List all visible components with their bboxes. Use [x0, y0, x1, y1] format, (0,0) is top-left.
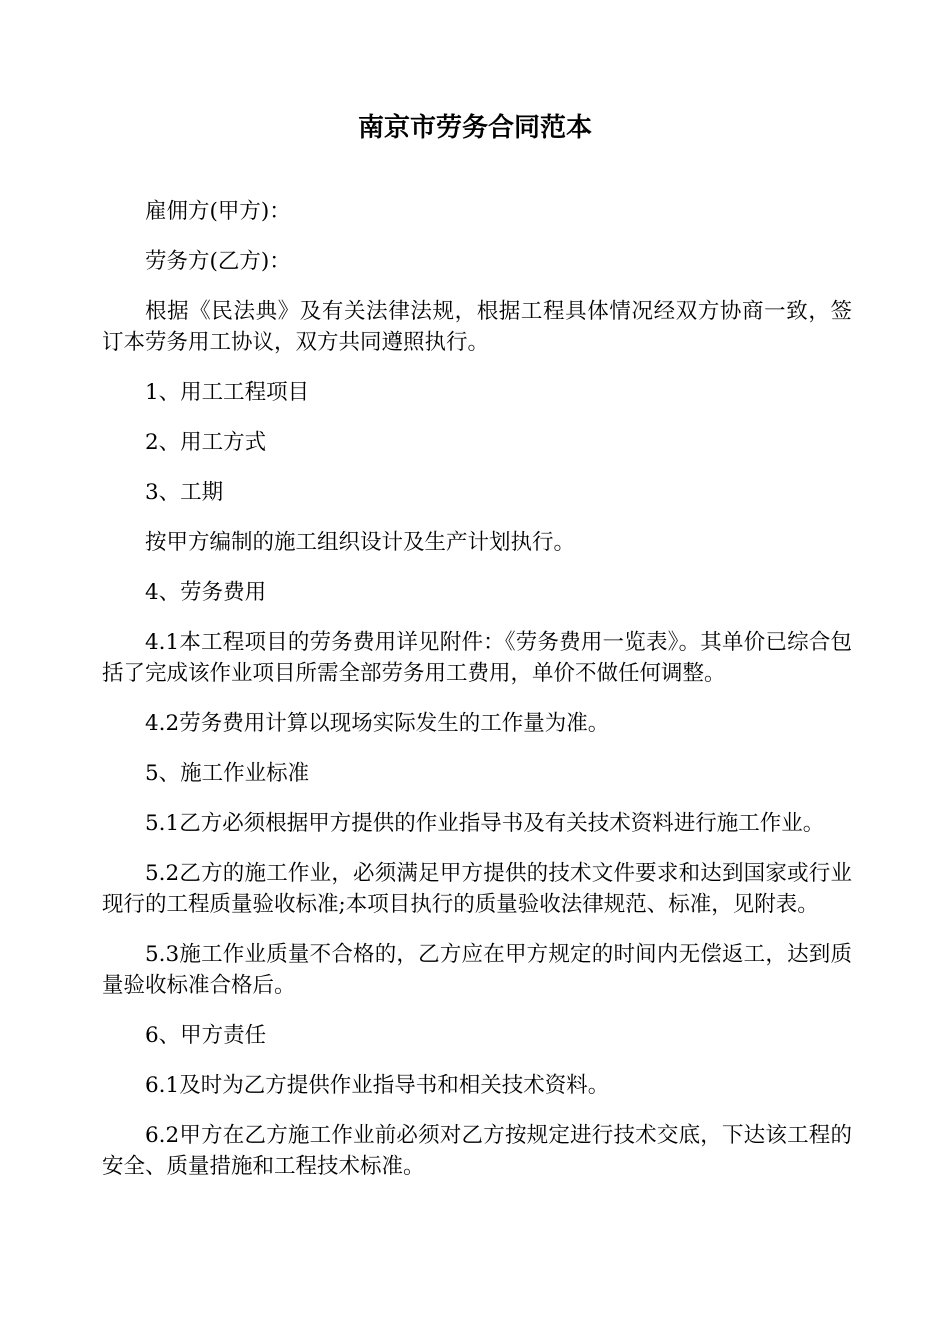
- clause-paragraph: 5.2乙方的施工作业，必须满足甲方提供的技术文件要求和达到国家或行业现行的工程质量验收标准;本项目执行的质量验收法律规范、标准，见附表。: [102, 861, 852, 917]
- section-heading: 5、施工作业标准: [145, 761, 310, 786]
- clause-paragraph: 6.2甲方在乙方施工作业前必须对乙方按规定进行技术交底，下达该工程的安全、质量措施和工程技术标准。: [102, 1123, 852, 1179]
- clause-paragraph: 4.2劳务费用计算以现场实际发生的工作量为准。: [145, 711, 610, 736]
- document-body: [102, 196, 852, 1201]
- party-b-line: 劳务方(乙方)：: [145, 249, 291, 274]
- clause-paragraph: 按甲方编制的施工组织设计及生产计划执行。: [145, 530, 576, 555]
- section-heading: 3、工期: [145, 480, 224, 505]
- clause-paragraph: 5.1乙方必须根据甲方提供的作业指导书及有关技术资料进行施工作业。: [145, 811, 825, 836]
- document-title: 南京市劳务合同范本: [357, 113, 592, 143]
- section-heading: 1、用工工程项目: [145, 380, 310, 405]
- clause-paragraph: 4.1本工程项目的劳务费用详见附件：《劳务费用一览表》。其单价已综合包括了完成该作业项目所需全部劳务用工费用，单价不做任何调整。: [102, 630, 852, 686]
- party-a-line: 雇佣方(甲方)：: [145, 199, 291, 224]
- preamble-paragraph: 根据《民法典》及有关法律法规，根据工程具体情况经双方协商一致，签订本劳务用工协议，双方共同遵照执行。: [102, 299, 852, 355]
- section-heading: 2、用工方式: [145, 430, 267, 455]
- clause-paragraph: 6.1及时为乙方提供作业指导书和相关技术资料。: [145, 1073, 610, 1098]
- section-heading: 6、甲方责任: [145, 1023, 267, 1048]
- section-heading: 4、劳务费用: [145, 580, 267, 605]
- clause-paragraph: 5.3施工作业质量不合格的，乙方应在甲方规定的时间内无偿返工，达到质量验收标准合格后。: [102, 942, 852, 998]
